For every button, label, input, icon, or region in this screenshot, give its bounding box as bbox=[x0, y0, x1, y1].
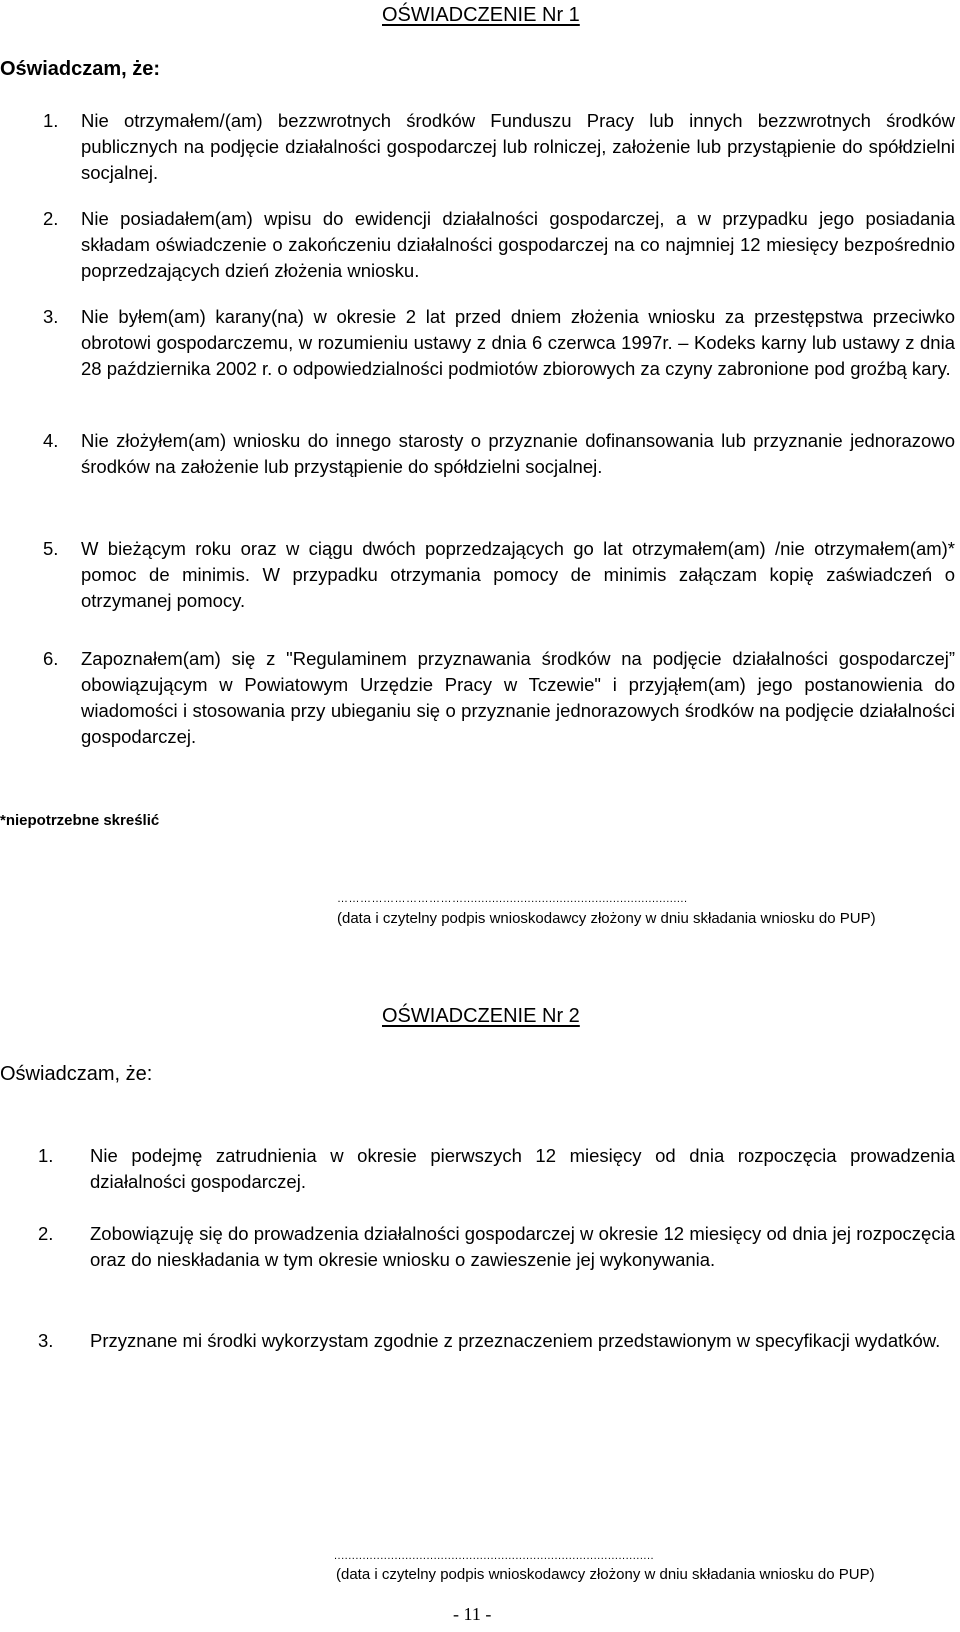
item-text: W bieżącym roku oraz w ciągu dwóch poprzedzających go lat otrzymałem(am) /nie otrzymałem(am)* pomoc de minimis. W przypadku otrzymania pomocy de minimis załączam kopię zaświadczeń o otrzymanej pomocy. bbox=[81, 538, 955, 611]
signature-caption-2: (data i czytelny podpis wnioskodawcy złożony w dniu składania wniosku do PUP) bbox=[336, 1566, 875, 1583]
item-number: 5. bbox=[43, 538, 59, 559]
statement-1-item-5 bbox=[43, 536, 955, 614]
item-text: Zapoznałem(am) się z "Regulaminem przyznawania środków na podjęcie działalności gospodarczej” obowiązującym w Powiatowym Urzędzie Pracy w Tczewie" i przyjąłem(am) jego postanowienia do wiadomości i stosowania przy ubieganiu się o przyznanie jednorazowych środków na podjęcie działalności gospodarczej. bbox=[81, 648, 955, 747]
statement-1-item-2 bbox=[43, 206, 955, 284]
item-text: Zobowiązuję się do prowadzenia działalności gospodarczej w okresie 12 miesięcy od dnia jej rozpoczęcia oraz do nieskładania w tym okresie wniosku o zawieszenie jej wykonywania. bbox=[90, 1223, 955, 1270]
page-number: - 11 - bbox=[453, 1604, 492, 1624]
item-number: 1. bbox=[38, 1145, 54, 1166]
statement-1-item-6 bbox=[43, 646, 955, 750]
item-text: Nie byłem(am) karany(na) w okresie 2 lat przed dniem złożenia wniosku za przestępstwa przeciwko obrotowi gospodarczemu, w rozumieniu ustawy z dnia 6 czerwca 1997r. – Kodeks karny lub ustawy z dnia 28 października 2002 r. o odpowiedzialności podmiotów zbiorowych za czyny zabronione pod groźbą kary. bbox=[81, 306, 955, 379]
statement-2-item-3 bbox=[38, 1328, 955, 1354]
statement-1-item-3 bbox=[43, 304, 955, 382]
item-text: Przyznane mi środki wykorzystam zgodnie z przeznaczeniem przedstawionym w specyfikacji wydatków. bbox=[90, 1330, 941, 1351]
item-text: Nie podejmę zatrudnienia w okresie pierwszych 12 miesięcy od dnia rozpoczęcia prowadzenia działalności gospodarczej. bbox=[90, 1145, 955, 1192]
signature-caption-1: (data i czytelny podpis wnioskodawcy złożony w dniu składania wniosku do PUP) bbox=[337, 910, 876, 927]
item-number: 2. bbox=[43, 208, 59, 229]
statement-2-intro: Oświadczam, że: bbox=[0, 1063, 153, 1085]
item-number: 6. bbox=[43, 648, 59, 669]
item-text: Nie złożyłem(am) wniosku do innego starosty o przyznanie dofinansowania lub przyznanie jednorazowo środków na założenie lub przystąpienie do spółdzielni socjalnej. bbox=[81, 430, 955, 477]
signature-line-2: .......................................................................................... bbox=[334, 1550, 655, 1562]
statement-2-item-2 bbox=[38, 1221, 955, 1273]
item-number: 4. bbox=[43, 430, 59, 451]
statement-1-intro: Oświadczam, że: bbox=[0, 58, 161, 80]
item-number: 3. bbox=[43, 306, 59, 327]
statement-2-title: OŚWIADCZENIE Nr 2 bbox=[382, 1005, 580, 1027]
item-text: Nie posiadałem(am) wpisu do ewidencji działalności gospodarczej, a w przypadku jego posiadania składam oświadczenie o zakończeniu działalności gospodarczej na co najmniej 12 miesięcy bezpośrednio poprzedzających dzień złożenia wniosku. bbox=[81, 208, 955, 281]
item-number: 3. bbox=[38, 1330, 54, 1351]
item-text: Nie otrzymałem/(am) bezzwrotnych środków Funduszu Pracy lub innych bezzwrotnych środków publicznych na podjęcie działalności gospodarczej lub rolniczej, założenie lub przystąpienie do spółdzielni socjalnej. bbox=[81, 110, 955, 183]
item-number: 1. bbox=[43, 110, 59, 131]
footnote: *niepotrzebne skreślić bbox=[0, 812, 160, 829]
statement-2-item-1 bbox=[38, 1143, 955, 1195]
signature-line-1: ……………………………............................................................... bbox=[337, 893, 688, 905]
statement-1-item-1 bbox=[43, 108, 955, 186]
statement-1-title: OŚWIADCZENIE Nr 1 bbox=[382, 4, 580, 26]
statement-1-item-4 bbox=[43, 428, 955, 480]
item-number: 2. bbox=[38, 1223, 54, 1244]
